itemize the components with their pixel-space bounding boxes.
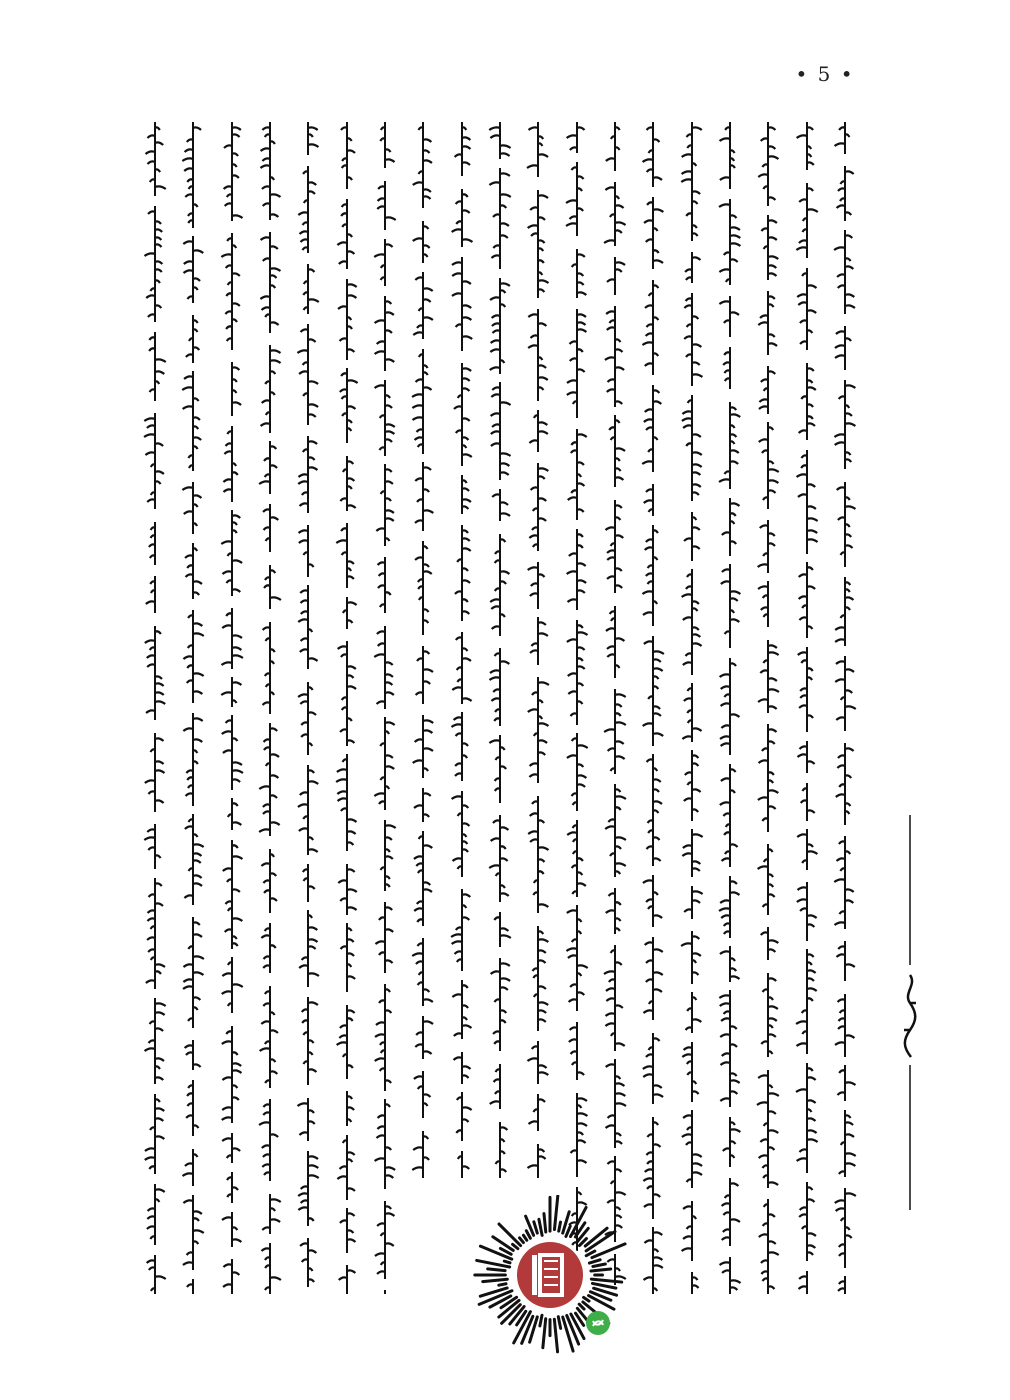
text-column [523, 118, 553, 1298]
text-column [447, 118, 477, 1298]
text-column [753, 118, 783, 1298]
page-number: • 5 • [795, 62, 855, 86]
mini-program-code[interactable] [470, 1195, 630, 1355]
qr-badge-graphic [470, 1195, 630, 1355]
running-head-graphic [895, 815, 925, 1210]
text-column [408, 118, 438, 1298]
text-column [140, 118, 170, 1298]
text-column [715, 118, 745, 1298]
text-column [638, 118, 668, 1298]
running-head [895, 815, 925, 1210]
text-column [792, 118, 822, 1298]
book-logo-circle [517, 1242, 583, 1308]
text-column [600, 118, 630, 1298]
text-column [677, 118, 707, 1298]
wechat-mini-program-icon [586, 1311, 610, 1335]
text-column [332, 118, 362, 1298]
text-column [255, 118, 285, 1298]
text-column [217, 118, 247, 1298]
text-column [293, 118, 323, 1298]
text-column [485, 118, 515, 1298]
text-column [830, 118, 860, 1298]
text-column [562, 118, 592, 1298]
body-text-columns [140, 118, 860, 1298]
text-column [178, 118, 208, 1298]
text-column [370, 118, 400, 1298]
